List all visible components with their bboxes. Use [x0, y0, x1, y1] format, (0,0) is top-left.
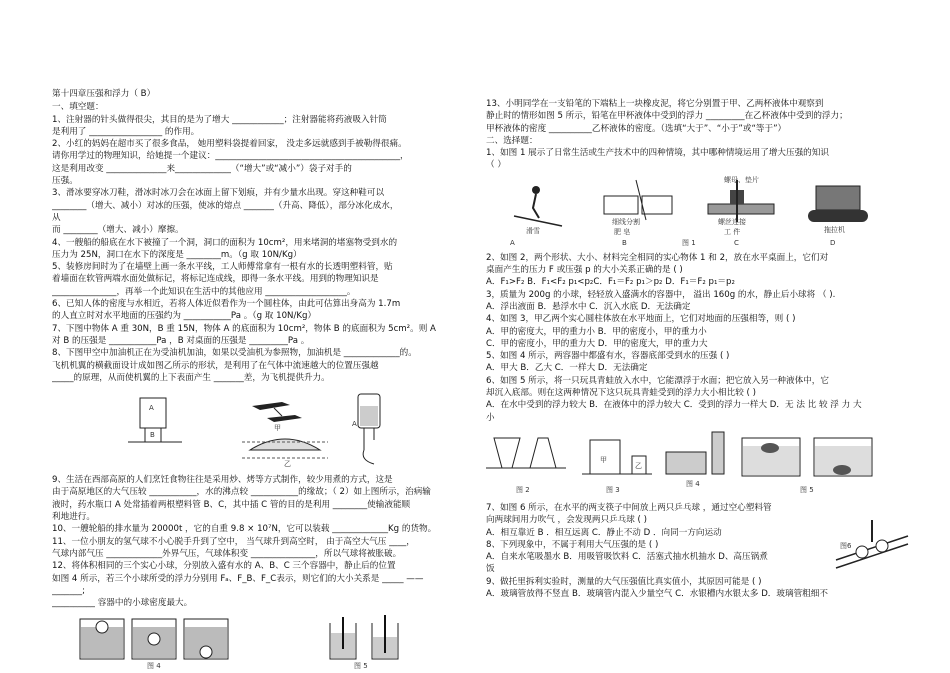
fig1-nut-label: 螺母、垫片: [724, 175, 759, 184]
block-b-label: B: [150, 431, 155, 440]
fig1-d-label: D: [830, 238, 836, 247]
block-a-label: A: [149, 404, 154, 413]
figure-1-drawing: [486, 176, 906, 248]
question-13: 13、小明同学在一支铅笔的下端粘上一块橡皮泥，将它分别置于甲、乙两杯液体中观察到 静止时的情形如图 5 所示，铅笔在甲杯液体中受到的浮力 _________在乙杯液体中受到的浮力； 甲杯液体的密度 __________乙杯液体的密度。（选填“大于”、“小于”或“等于”）: [486, 99, 848, 134]
fig3-yi-label: 乙: [635, 461, 642, 470]
figure-4-5-left: [52, 613, 472, 669]
figure-row-2-5: [486, 428, 906, 498]
fig1-b-label: B: [622, 238, 627, 247]
fig4-caption: 图 4: [147, 662, 161, 671]
left-column: [52, 88, 472, 673]
section-fill-in: 一、填空题：: [52, 102, 104, 113]
question-4: 4、一艘船的船底在水下被撞了一个洞，洞口的面积为 10cm²，用来堵洞的堵塞物受到水的 压力为 25N，洞口在水下的深度是 ________m。（g 取 10N/Kg）: [52, 237, 398, 260]
question-11: 11、一位小朋友的氢气球不小心脱手升到了空中， 当气球升到高空时， 由于高空大气压 ____， 气球内部气压 _____________外界气压，气球体积变 _______________，所以气球将被胀破。: [52, 536, 415, 559]
question-9: 9、生活在西部高原的人们烹饪食物往往是采用炒、烤等方式制作，较少用煮的方式，这是 由于高原地区的大气压较 ___________，水的沸点较 ___________的缘故；（ 2）如上图所示，治病输 液时，药水瓶口 A 处常插着两根塑料管 B、C，其中插 C 管的目的是利用 ________使输液能顺 利地进行。: [52, 475, 431, 523]
fig1-soap-label: 肥 皂: [614, 227, 631, 236]
question-12: 12、将体积相同的三个实心小球，分别放入盛有水的 A、B、C 三个容器中，静止后的位置 如图 4 所示，若三个小球所受的浮力分别用 Fₐ、F_B、F_C表示，则它们的大小关系是 _____ —— _______; __________ 容器中的小球密度最大。: [52, 561, 424, 609]
figure-jia-label: 甲: [274, 424, 281, 433]
choice-5: 5、如图 4 所示，两容器中都盛有水，容器底部受到水的压强 ( ) A．甲大 B．乙大 C．一样大 D．无法确定: [486, 351, 730, 374]
fig1-thread-label: 细线分割: [612, 217, 640, 226]
figure-blocks-aircraft-drip: [52, 388, 472, 470]
question-8: 8、下图甲空中加油机正在为受油机加油，如果以受油机为参照物，加油机是 _____________的。 飞机机翼的横截面设计成如图乙所示的形状，是利用了在气体中流速越大的位置压强越 _____的原理，从而使机翼的上下表面产生 _______差，为飞机提供升力。: [52, 348, 417, 383]
question-3: 3、滑冰要穿冰刀鞋，滑冰时冰刀会在冰面上留下划痕，并有少量水出现。穿这种鞋可以 ________（增大、减小）对冰的压强，使冰的熔点 _______（升高、降低），部分冰化成水， 从 而 ________（增大、减小）摩擦。: [52, 188, 399, 236]
fig3-caption: 图 3: [606, 485, 620, 494]
fig1-tractor-label: 拖拉机: [824, 225, 845, 234]
fig2-caption: 图 2: [516, 485, 530, 494]
choice-8: 8、下列现象中，不属于利用大气压强的是 ( ) A．自来水笔吸墨水 B．用吸管吸饮料 C．活塞式抽水机抽水 D、高压锅煮 饭: [486, 539, 768, 575]
choice-1: 1、如图 1 展示了日常生活或生产技术中的四种情境，其中哪种情境运用了增大压强的知识 （ ）: [486, 148, 829, 171]
choice-4: 4、如图 3，甲乙两个实心圆柱体放在水平地面上，它们对地面的压强相等，则 ( ) A．甲的密度大，甲的重力小 B．甲的密度小，甲的重力小 C．甲的密度小，甲的重力大 D．甲的密度大，甲的重力大: [486, 314, 796, 349]
fig6-caption: 图6: [840, 542, 852, 550]
fig1-ski-label: 滑雪: [526, 226, 540, 235]
fig1-bolt-label: 螺丝连接: [718, 217, 746, 226]
figure-yi-label: 乙: [284, 460, 291, 469]
fig5-caption-right: 图 5: [800, 485, 814, 494]
choice-9: 9、做托里拆利实验时，测量的大气压强值比真实值小，其原因可能是 ( ) A．玻璃管放得不竖直 B．玻璃管内混入少量空气 C．水银槽内水银太多 D．玻璃管粗细不: [486, 576, 828, 600]
question-6: 6、已知人体的密度与水相近，若将人体近似看作为一个圆柱体，由此可估算出身高为 1.7m 的人直立时对水平地面的压强约为 ___________Pa 。（g 取 10N/Kg）: [52, 299, 401, 322]
fig1-a-label: A: [510, 238, 515, 247]
fig1-work-label: 工 件: [724, 227, 741, 236]
fig4-caption-right: 图 4: [686, 479, 700, 488]
fig1-c-label: C: [734, 238, 739, 247]
choice-7: 7、如图 6 所示，在水平的两支筷子中间放上两只乒乓球 ，通过空心塑料管 向两球间用力吹气 ，会发现两只乒乓球 ( ) A．相互靠近 B ．相互远离 C．静止不动 D ．向同一方向运动: [486, 502, 772, 538]
choice-2: 2、如图 2，两个形状、大小、材料完全相同的实心物体 1 和 2，放在水平桌面上，它们对 桌面产生的压力 F 或压强 p 的大小关系正确的是 ( ) A．F₁>F₂ B．F₁<F₂ p₁<p₂C．F₁＝F₂ p₁＞p₂ D．F₁＝F₂ p₁＝p₂: [486, 252, 829, 288]
question-10: 10、一艘轮船的排水量为 20000t ，它的自重 9.8 × 10⁷N，它可以装载 _____________Kg 的货物。: [52, 524, 437, 535]
question-1: 1、注射器的针头做得很尖，其目的是为了增大 ____________；注射器能将药液吸入针筒 是利用了 _________________ 的作用。: [52, 114, 387, 137]
question-2: 2、小红的妈妈在超市买了很多食品， 她用塑料袋提着回家， 没走多远就感到手被勒得很痛。 请你用学过的物理知识，给她提一个建议：___________________________________________， 这是利用改变 ______________来_____________（“增大”或“减小”）袋子对手的 压强。: [52, 139, 409, 187]
choice-6: 6、如图 5 所示，将一只玩具青蛙放入水中，它能漂浮于水面；把它放入另一种液体中，它 却沉入底部。则在这两种情况下这只玩具青蛙受到的浮力大小相比较 ( ) A．在水中受到的浮力较大 B．在液体中的浮力较大 C．受到的浮力一样大 D．无 法 比 较 浮 力 大 小: [486, 375, 862, 423]
figure-6: [832, 516, 912, 576]
section-choice: 二、选择题：: [486, 135, 538, 146]
drip-a-label: A: [352, 420, 357, 429]
question-5: 5、装修房间时为了在墙壁上画一条水平线，工人师傅常拿有一根有水的长透明塑料管，贴 着墙面在软管两端水面处做标记，将标记连成线，即得一条水平线。用到的物理知识是 _______________，再举一个此知识在生活中的其他应用 ___________________。: [52, 262, 393, 297]
question-7: 7、下图中物体 A 重 30N，B 重 15N，物体 A 的底面积为 10cm²，物体 B 的底面积为 5cm²。则 A 对 B 的压强是 ___________Pa ，B 对桌面的压强是 _________Pa 。: [52, 323, 436, 346]
figure-drawing: [52, 388, 472, 470]
page-title: 第十四章压强和浮力（ B）: [52, 89, 156, 99]
right-column: [486, 98, 906, 600]
figure-containers: [52, 613, 472, 669]
choice-3: 3，质量为 200g 的小球，轻轻放入盛满水的容器中， 溢出 160g 的水，静止后小球将 （ ). A．浮出液面 B．悬浮水中 C．沉入水底 D．无法确定: [486, 289, 836, 312]
fig3-jia-label: 甲: [600, 455, 607, 464]
fig1-caption: 图 1: [682, 238, 696, 247]
figure-1: [486, 176, 906, 248]
fig5-caption: 图 5: [354, 662, 368, 671]
